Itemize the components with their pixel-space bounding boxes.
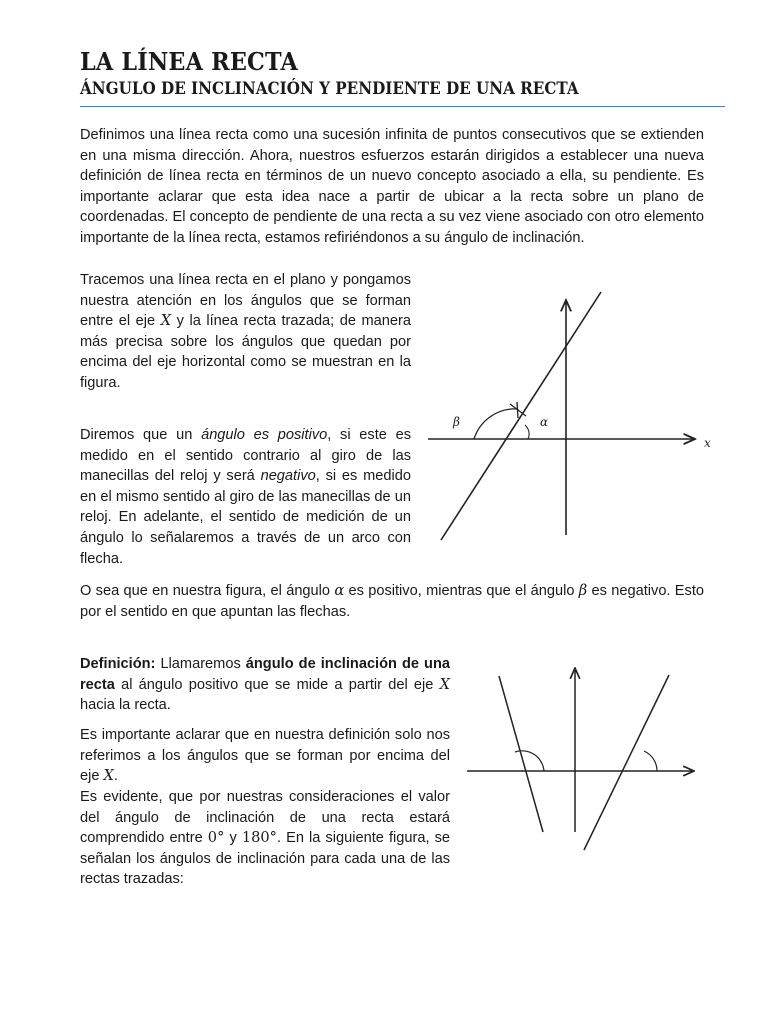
obtuse-angle-arc: [515, 751, 544, 771]
paragraph-diremos: Diremos que un ángulo es positivo, si este es medido en el sentido contrario al giro de las manecillas del reloj y será negativo, si es medido en el mismo sentido al giro de las manecillas de un reloj. En adelante, el sentido de medición de un ángulo lo señalaremos a través de un arco con flecha.: [80, 427, 411, 567]
definition-term: ángulo de inclinación de una recta: [80, 656, 450, 693]
beta-symbol: β: [578, 582, 588, 599]
x-axis-label: x: [704, 436, 711, 450]
alpha-symbol: α: [334, 582, 345, 599]
paragraph-evidente: Es evidente, que por nuestras consideraciones el valor del ángulo de inclinación de una recta estará comprendido entre 0° y 180°. En la siguiente figura, se señalan los ángulos de inclinación para cada una de las rectas trazadas:: [80, 789, 450, 888]
acute-angle-arc: [644, 751, 657, 771]
line-obtuse: [499, 676, 543, 832]
intro-paragraph: Definimos una línea recta como una sucesión infinita de puntos consecutivos que se extienden en una misma dirección. Ahora, nuestros esfuerzos estarán dirigidos a establecer una nueva definición de línea recta en términos de un nuevo concepto asociado a ella, su pendiente. Es importante aclarar que esta idea nace a partir de ubicar a la recta sobre un plano de coordenadas. El concepto de pendiente de una recta a su vez viene asociado con otro elemento importante de la línea recta, estamos refiriéndonos a su ángulo de inclinación.: [80, 127, 704, 246]
paragraph-o-sea: O sea que en nuestra figura, el ángulo α es positivo, mientras que el ángulo β es negativo. Esto por el sentido en que apuntan las flechas.: [80, 582, 704, 620]
definition-paragraph: Definición: Llamaremos ángulo de inclinación de una recta al ángulo positivo que se mide a partir del eje X hacia la recta.: [80, 656, 450, 714]
definition-label: Definición:: [80, 656, 156, 672]
x-variable: X: [160, 312, 172, 330]
line-acute: [584, 675, 669, 850]
beta-label: β: [453, 415, 460, 429]
page-title: LA LÍNEA RECTA: [80, 47, 299, 76]
paragraph-aclarar: Es importante aclarar que en nuestra definición solo nos referimos a los ángulos que se forman por encima del eje X.: [80, 727, 450, 785]
alpha-label: α: [540, 415, 549, 429]
page-subtitle: ÁNGULO DE INCLINACIÓN Y PENDIENTE DE UNA RECTA: [80, 79, 579, 98]
paragraph-tracemos: Tracemos una línea recta en el plano y pongamos nuestra atención en los ángulos que se forman entre el eje X y la línea recta trazada; de manera más precisa sobre los ángulos que quedan por encima del eje horizontal como se muestran en la figura.: [80, 272, 412, 391]
